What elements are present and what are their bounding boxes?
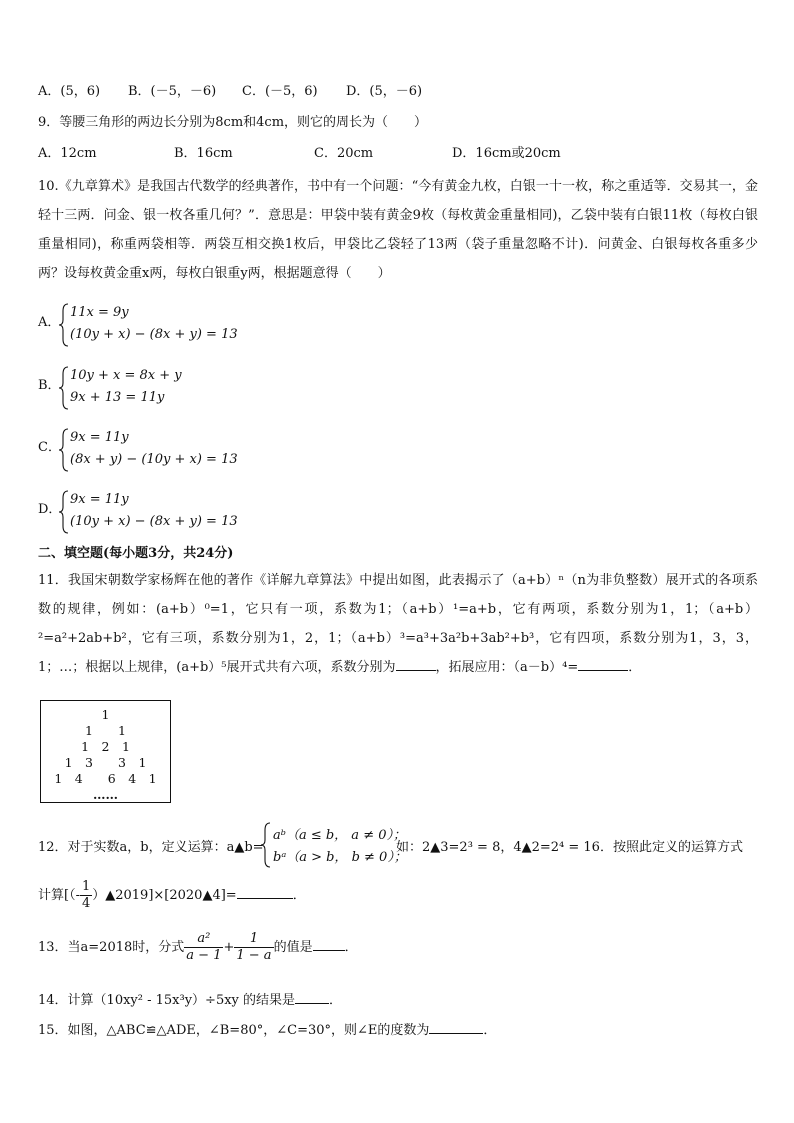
q8-option-c: C．(－5，6) [242, 84, 318, 99]
yang-hui-triangle [40, 700, 171, 803]
equation-2: (10y + x) − (8x + y) = 13 [70, 327, 238, 342]
brace-icon [58, 303, 70, 347]
q12-case-2: bᵃ（a > b， b ≠ 0）； [273, 850, 407, 865]
q12-definition [38, 822, 758, 868]
q9-option-c: C．20cm [314, 146, 374, 161]
q15-text [38, 1019, 496, 1040]
equation-2: 9x + 13 = 11y [70, 390, 165, 405]
fraction-denominator: 4 [81, 896, 91, 911]
q10-stem: 10.《九章算术》是我国古代数学的经典著作，书中有一个问题：“今有黄金九枚，白银一十一枚，称之重适等．交易其一，金轻十三两．问金、银一枚各重几何？”．意思是：甲袋中装有黄金9枚（每枚黄金重量相同)，乙袋中装有白银11枚（每枚白银重量相同)，称重两袋相等．两袋互相交换1枚后，甲袋比乙袋轻了13两（袋子重量忽略不计)．问黄金、白银每枚各重多少两？设每枚黄金重x两，每枚白银重y两，根据题意得（ ） [38, 179, 758, 281]
q12-fraction [80, 879, 92, 912]
q11-text [38, 566, 758, 682]
triangle-row-5: 1 4 6 4 1 [54, 771, 157, 786]
q13-text [38, 928, 358, 968]
q11-blank-2 [578, 656, 628, 671]
q12-end: ． [292, 888, 306, 903]
triangle-row-2: 1 1 [85, 723, 126, 738]
q10-option-d [38, 490, 338, 534]
option-label: B． [38, 378, 61, 393]
q10-option-a [38, 303, 338, 347]
q11-mid: ，拓展应用：（a－b）⁴= [435, 660, 579, 675]
q15-end: ． [483, 1023, 497, 1038]
q9-option-a: A．12cm [38, 146, 97, 161]
q11-end: ． [628, 660, 642, 675]
q12-calc [38, 876, 306, 916]
q12-example: 如：2▲3=2³ = 8，4▲2=2⁴ = 16．按照此定义的运算方式 [396, 840, 743, 855]
section-heading: 二、填空题(每小题3分，共24分) [38, 546, 234, 561]
equation-1: 9x = 11y [70, 492, 129, 507]
q11-body: 11．我国宋朝数学家杨辉在他的著作《详解九章算法》中提出如图，此表揭示了（a+b）ⁿ（n为非负整数）展开式的各项系数的规律，例如：(a+b）⁰=1，它只有一项，系数为1；（a+b）¹=a+b，它有两项，系数分别为1，1；（a+b）²=a²+2ab+b²，它有三项，系数分别为1，2，1；（a+b）³=a³+3a²b+3ab²+b³，它有四项，系数分别为1，3，3，1；…；根据以上规律，(a+b）⁵展开式共有六项，系数分别为 [38, 573, 758, 675]
q13-prefix: 13．当a=2018时，分式 [38, 940, 185, 955]
triangle-row-4: 1 3 3 1 [64, 755, 147, 770]
q14-blank [295, 989, 329, 1004]
equation-1: 9x = 11y [70, 430, 129, 445]
fraction-numerator: a² [184, 931, 223, 948]
q9-option-b: B．16cm [174, 146, 233, 161]
triangle-row-3: 1 2 1 [81, 739, 130, 754]
q14-end: ． [329, 993, 343, 1008]
equation-1: 11x = 9y [70, 305, 129, 320]
fraction-numerator: 1 [81, 879, 91, 894]
q8-option-a: A．(5，6) [38, 84, 101, 99]
option-label: C． [38, 440, 61, 455]
q14-body: 14．计算（10xy² - 15x³y）÷5xy 的结果是 [38, 993, 296, 1008]
q13-fraction-1 [184, 931, 223, 964]
q9-stem: 9．等腰三角形的两边长分别为8cm和4cm，则它的周长为（ ） [38, 115, 428, 130]
q8-option-b: B．(－5，－6) [128, 84, 217, 99]
equation-1: 10y + x = 8x + y [70, 368, 182, 383]
brace-icon [58, 428, 70, 472]
q15-body: 15．如图，△ABC≌△ADE，∠B=80°，∠C=30°，则∠E的度数为 [38, 1023, 430, 1038]
q12-blank [237, 884, 293, 899]
q12-prefix: 12．对于实数a，b，定义运算：a▲b= [38, 840, 264, 855]
q10-option-b [38, 366, 338, 410]
fraction-denominator: a − 1 [186, 948, 222, 963]
plus-sign: + [223, 940, 235, 955]
q13-suffix: 的值是 [273, 940, 313, 955]
q13-blank [313, 936, 345, 951]
fraction-numerator: 1 [234, 931, 273, 948]
q9-option-d: D．16cm或20cm [452, 146, 561, 161]
equation-2: (8x + y) − (10y + x) = 13 [70, 452, 238, 467]
q8-option-d: D．(5，－6) [346, 84, 423, 99]
option-label: D． [38, 502, 62, 517]
q13-fraction-2 [234, 931, 273, 964]
triangle-row-ellipsis: …… [93, 787, 118, 802]
q15-blank [429, 1019, 483, 1034]
q12-calc-suffix: ）▲2019]×[2020▲4]= [92, 888, 237, 903]
equation-2: (10y + x) − (8x + y) = 13 [70, 514, 238, 529]
q11-blank-1 [396, 656, 436, 671]
triangle-row-1: 1 [101, 707, 110, 722]
brace-icon [260, 822, 272, 868]
fraction-denominator: 1 − a [236, 948, 272, 963]
q14-text [38, 989, 342, 1010]
option-label: A． [38, 315, 61, 330]
q12-calc-prefix: 计算[（- [38, 888, 80, 903]
q10-option-c [38, 428, 338, 472]
q13-end: ． [344, 940, 358, 955]
brace-icon [58, 366, 70, 410]
brace-icon [58, 490, 70, 534]
q12-case-1: aᵇ（a ≤ b， a ≠ 0）； [273, 828, 406, 843]
